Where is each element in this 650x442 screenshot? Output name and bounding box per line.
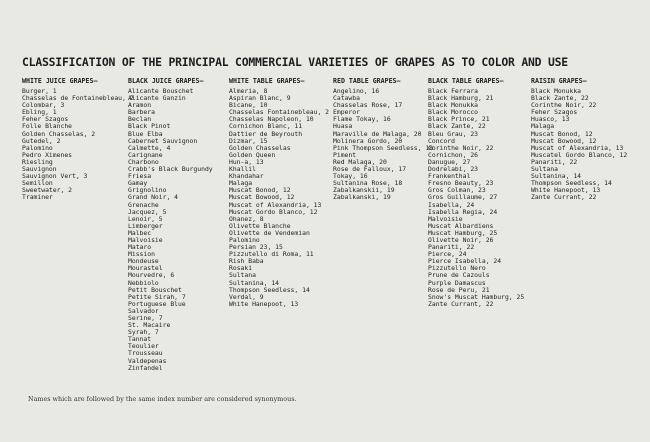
- list-item: Gutedel, 2: [22, 136, 61, 145]
- list-item: Corinthe Noir, 22: [428, 143, 494, 152]
- list-item: Snow's Muscat Hamburg, 25: [428, 292, 525, 301]
- list-item: Fresno Beauty, 23: [428, 179, 494, 188]
- column-white-table-grapes: [229, 77, 329, 308]
- list-item: Chasselas Napoleon, 10: [229, 115, 314, 124]
- list-item: Pedro Ximenes: [22, 150, 73, 159]
- list-item: Panariti, 22: [531, 157, 578, 166]
- list-item: Dodrelabi, 23: [428, 165, 479, 174]
- list-item: Portuguese Blue: [128, 299, 186, 308]
- variety-list: [333, 88, 433, 202]
- list-item: Sauvignon Vert, 3: [22, 172, 88, 181]
- list-item: Bleu Grau, 23: [428, 129, 479, 138]
- list-item: Rish Baba: [229, 257, 264, 266]
- list-item: Pierce Isabella, 24: [428, 257, 502, 266]
- list-item: Olivette Blanche: [229, 221, 291, 230]
- list-item: Hun-a, 13: [229, 157, 264, 166]
- list-item: Malvoisie: [428, 214, 463, 223]
- column-heading: RED TABLE GRAPES—: [333, 77, 401, 85]
- list-item: Maraville de Malaga, 20: [333, 129, 422, 138]
- list-item: Golden Queen: [229, 150, 276, 159]
- list-item: Nebbiolo: [128, 278, 159, 287]
- list-item: Sultanina, 14: [531, 172, 582, 181]
- list-item: Khallil: [229, 165, 256, 174]
- list-item: Rose de Falloux, 17: [333, 165, 407, 174]
- column-black-juice-grapes: [128, 77, 213, 372]
- list-item: Sultanina, 14: [229, 278, 280, 287]
- list-item: Huasa: [333, 122, 353, 131]
- list-item: Piment: [333, 150, 357, 159]
- list-item: Tokay, 16: [333, 172, 368, 181]
- list-item: Riesling: [22, 157, 53, 166]
- list-item: Khandahar: [229, 172, 264, 181]
- list-item: Bicane, 10: [229, 101, 268, 110]
- list-item: Petite Sirah, 7: [128, 292, 186, 301]
- list-item: Mourvedre, 6: [128, 271, 175, 280]
- list-item: Mourastel: [128, 264, 163, 273]
- list-item: Carignane: [128, 150, 163, 159]
- list-item: Muscat of Alexandria, 13: [531, 143, 624, 152]
- list-item: Colombar, 3: [22, 101, 65, 110]
- list-item: Purple Damascus: [428, 278, 486, 287]
- variety-list: [22, 88, 134, 202]
- list-item: Olivette de Vendemian: [229, 228, 310, 237]
- list-item: Sauvignon: [22, 165, 57, 174]
- list-item: Rose de Peru, 21: [428, 285, 490, 294]
- list-item: Tannat: [128, 335, 152, 344]
- list-item: Cabernet Sauvignon: [128, 136, 198, 145]
- list-item: Ebling, 1: [22, 108, 57, 117]
- list-item: Black Ferrara: [428, 87, 479, 95]
- list-item: Cornichon, 26: [428, 150, 479, 159]
- list-item: Mataro: [128, 243, 152, 252]
- list-item: Feher Szagos: [22, 115, 69, 124]
- list-item: Black Hamburg, 21: [428, 94, 494, 103]
- list-item: Palomino: [22, 143, 53, 152]
- column-black-table-grapes: [428, 77, 524, 308]
- list-item: Persian 23, 15: [229, 243, 283, 252]
- column-heading: BLACK TABLE GRAPES—: [428, 77, 504, 85]
- list-item: Beclan: [128, 115, 152, 124]
- list-item: Muscat Bowood, 12: [531, 136, 597, 145]
- list-item: Muscat Bowood, 12: [229, 193, 295, 202]
- list-item: Cornichon Blanc, 11: [229, 122, 303, 131]
- list-item: Catawba: [333, 94, 360, 103]
- list-item: Alicante Ganzin: [128, 94, 186, 103]
- list-item: Grignolino: [128, 186, 167, 195]
- list-item: Danugue, 27: [428, 157, 471, 166]
- list-item: Emperor: [333, 108, 360, 117]
- list-item: Trousseau: [128, 349, 163, 358]
- list-item: Petit Bouschet: [128, 285, 182, 294]
- column-raisin-grapes: [531, 77, 627, 202]
- list-item: Alicante Bouschet: [128, 87, 194, 95]
- list-item: Chasselas Rose, 17: [333, 101, 403, 110]
- list-item: Folle Blanche: [22, 122, 73, 131]
- list-item: Ohanez, 8: [229, 214, 264, 223]
- list-item: Malaga: [229, 179, 253, 188]
- list-item: Panariti, 22: [428, 243, 475, 252]
- list-item: Chasselas de Fontainebleau, 2: [22, 94, 134, 103]
- list-item: Dattier de Beyrouth: [229, 129, 303, 138]
- list-item: Feher Szagos: [531, 108, 578, 117]
- column-white-juice-grapes: [22, 77, 134, 202]
- list-item: Concord: [428, 136, 455, 145]
- list-item: Rosaki: [229, 264, 253, 273]
- list-item: Golden Chasselas, 2: [22, 129, 96, 138]
- list-item: Muscat Albardiens: [428, 221, 494, 230]
- list-item: Black Zante, 22: [428, 122, 486, 131]
- list-item: Mission: [128, 250, 155, 259]
- list-item: Traminer: [22, 193, 53, 202]
- list-item: Verdal, 9: [229, 292, 264, 301]
- list-item: Almeria, 8: [229, 87, 268, 95]
- list-item: Gros Guillaume, 27: [428, 193, 498, 202]
- list-item: Gros Colman, 23: [428, 186, 486, 195]
- column-heading: WHITE JUICE GRAPES—: [22, 77, 98, 85]
- list-item: St. Macaire: [128, 321, 171, 330]
- list-item: Olivette Noir, 26: [428, 235, 494, 244]
- list-item: Sultana: [531, 165, 558, 174]
- list-item: Jacquez, 5: [128, 207, 167, 216]
- list-item: Pink Thompson Seedless, 18: [333, 143, 434, 152]
- list-item: Burger, 1: [22, 87, 57, 95]
- column-red-table-grapes: [333, 77, 433, 202]
- variety-list: [128, 88, 213, 372]
- variety-list: [229, 88, 329, 308]
- list-item: Pizzutello di Roma, 11: [229, 250, 314, 259]
- list-item: Isabella Regia, 24: [428, 207, 498, 216]
- list-item: Sweetwater, 2: [22, 186, 73, 195]
- column-heading: RAISIN GRAPES—: [531, 77, 587, 85]
- list-item: Chasselas Fontainebleau, 2: [229, 108, 330, 117]
- list-item: Thompson Seedless, 14: [531, 179, 612, 188]
- variety-list: [428, 88, 524, 308]
- list-item: Teoulier: [128, 342, 159, 351]
- list-item: Friesa: [128, 172, 152, 181]
- list-item: Muscat Bonod, 12: [531, 129, 593, 138]
- page-title: CLASSIFICATION OF THE PRINCIPAL COMMERCIAL VARIETIES OF GRAPES AS TO COLOR AND USE: [22, 55, 568, 69]
- list-item: Sultana: [229, 271, 256, 280]
- column-heading: WHITE TABLE GRAPES—: [229, 77, 305, 85]
- list-item: Prune de Cazouls: [428, 271, 490, 280]
- list-item: Grand Noir, 4: [128, 193, 179, 202]
- variety-list: [531, 88, 627, 202]
- list-item: White Hanepoot, 13: [229, 299, 299, 308]
- list-item: Muscat Hamburg, 25: [428, 228, 498, 237]
- list-item: Black Monukka: [531, 87, 582, 95]
- list-item: Palomino: [229, 235, 260, 244]
- list-item: Serine, 7: [128, 314, 163, 322]
- list-item: Corinthe Noir, 22: [531, 101, 597, 110]
- list-item: Calmette, 4: [128, 143, 171, 152]
- list-item: Dizmar, 15: [229, 136, 268, 145]
- list-item: Mondeuse: [128, 257, 159, 266]
- list-item: Black Prince, 21: [428, 115, 490, 124]
- list-item: Muscatel Gordo Blanco, 12: [531, 150, 628, 159]
- list-item: Angelino, 16: [333, 87, 380, 95]
- list-item: Sultanina Rose, 18: [333, 179, 403, 188]
- list-item: Aspiran Blanc, 9: [229, 94, 291, 103]
- list-item: White Hanepoot, 13: [531, 186, 601, 195]
- list-item: Frankenthal: [428, 172, 471, 181]
- list-item: Valdepenas: [128, 356, 167, 365]
- list-item: Thompson Seedless, 14: [229, 285, 310, 294]
- list-item: Muscat Bonod, 12: [229, 186, 291, 195]
- list-item: Molinera Gordo, 20: [333, 136, 403, 145]
- list-item: Flame Tokay, 16: [333, 115, 391, 124]
- footnote: Names which are followed by the same index number are considered synonymous.: [28, 395, 297, 403]
- list-item: Malbec: [128, 228, 152, 237]
- list-item: Salvador: [128, 306, 159, 315]
- list-item: Muscat of Alexandria, 13: [229, 200, 322, 209]
- list-item: Black Morocco: [428, 108, 479, 117]
- list-item: Golden Chasselas: [229, 143, 291, 152]
- list-item: Charbono: [128, 157, 159, 166]
- list-item: Malaga: [531, 122, 555, 131]
- list-item: Gamay: [128, 179, 148, 188]
- list-item: Zante Currant, 22: [428, 299, 494, 308]
- list-item: Black Pinot: [128, 122, 171, 131]
- list-item: Zabalkanskii, 19: [333, 186, 395, 195]
- list-item: Isabella, 24: [428, 200, 475, 209]
- list-item: Semillon: [22, 179, 53, 188]
- list-item: Barbera: [128, 108, 155, 117]
- list-item: Red Malaga, 20: [333, 157, 387, 166]
- list-item: Malvoisie: [128, 235, 163, 244]
- list-item: Black Zante, 22: [531, 94, 589, 103]
- list-item: Zabalkanski, 19: [333, 193, 391, 202]
- list-item: Black Monukka: [428, 101, 479, 110]
- list-item: Limberger: [128, 221, 163, 230]
- list-item: Grenache: [128, 200, 159, 209]
- list-item: Aramon: [128, 101, 152, 110]
- list-item: Syrah, 7: [128, 328, 159, 337]
- list-item: Muscat Gordo Blanco, 12: [229, 207, 318, 216]
- list-item: Lenoir, 5: [128, 214, 163, 223]
- list-item: Zante Currant, 22: [531, 193, 597, 202]
- list-item: Crabb's Black Burgundy: [128, 165, 213, 174]
- list-item: Pizzutello Nero: [428, 264, 486, 273]
- list-item: Zinfandel: [128, 363, 163, 372]
- list-item: Pierce, 24: [428, 250, 467, 259]
- column-heading: BLACK JUICE GRAPES—: [128, 77, 204, 85]
- list-item: Blue Elba: [128, 129, 163, 138]
- list-item: Huasco, 13: [531, 115, 570, 124]
